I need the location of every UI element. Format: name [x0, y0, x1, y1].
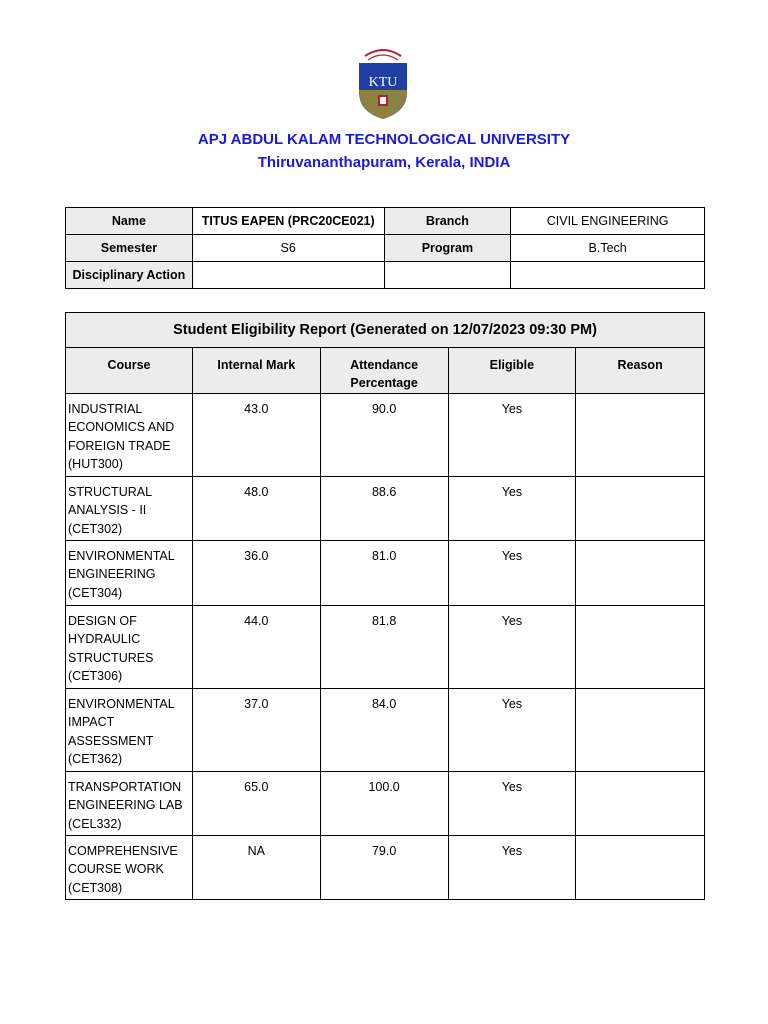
- logo-text: KTU: [368, 75, 398, 90]
- course-cell: INDUSTRIAL ECONOMICS AND FOREIGN TRADE (HUT300): [66, 394, 193, 477]
- eligible-cell: Yes: [448, 541, 576, 606]
- table-row: [66, 836, 705, 900]
- col-reason: Reason: [576, 348, 705, 394]
- program-value: B.Tech: [511, 235, 705, 262]
- table-row: [66, 394, 705, 477]
- branch-label: Branch: [384, 208, 511, 235]
- table-row: [66, 541, 705, 606]
- course-cell: ENVIRONMENTAL ENGINEERING (CET304): [66, 541, 193, 606]
- empty-cell: [511, 262, 705, 289]
- eligible-cell: Yes: [448, 689, 576, 772]
- reason-cell: [576, 541, 705, 606]
- attendance-cell: 84.0: [320, 689, 448, 772]
- empty-cell: [384, 262, 511, 289]
- col-attendance-label: Attendance Percentage: [350, 358, 419, 390]
- name-value: TITUS EAPEN (PRC20CE021): [192, 208, 384, 235]
- course-cell: DESIGN OF HYDRAULIC STRUCTURES (CET306): [66, 606, 193, 689]
- reason-cell: [576, 477, 705, 541]
- table-row: [66, 772, 705, 836]
- report-header-row: [66, 348, 705, 394]
- course-cell: TRANSPORTATION ENGINEERING LAB (CEL332): [66, 772, 193, 836]
- attendance-cell: 88.6: [320, 477, 448, 541]
- course-cell: ENVIRONMENTAL IMPACT ASSESSMENT (CET362): [66, 689, 193, 772]
- attendance-cell: 79.0: [320, 836, 448, 900]
- col-internal-mark: Internal Mark: [192, 348, 320, 394]
- attendance-cell: 90.0: [320, 394, 448, 477]
- disciplinary-value: [192, 262, 384, 289]
- reason-cell: [576, 394, 705, 477]
- table-row: [66, 477, 705, 541]
- semester-label: Semester: [66, 235, 193, 262]
- table-row: [66, 606, 705, 689]
- eligible-cell: Yes: [448, 606, 576, 689]
- ktu-crest-icon: [357, 46, 409, 120]
- table-row: [66, 689, 705, 772]
- internal-mark-cell: 36.0: [192, 541, 320, 606]
- course-cell: COMPREHENSIVE COURSE WORK (CET308): [66, 836, 193, 900]
- info-row-semester: [66, 235, 705, 262]
- disciplinary-label: Disciplinary Action: [66, 262, 193, 289]
- reason-cell: [576, 836, 705, 900]
- report-title-row: [66, 313, 705, 348]
- attendance-cell: 81.0: [320, 541, 448, 606]
- eligible-cell: Yes: [448, 394, 576, 477]
- attendance-cell: 81.8: [320, 606, 448, 689]
- branch-value: CIVIL ENGINEERING: [511, 208, 705, 235]
- program-label: Program: [384, 235, 511, 262]
- university-logo: [357, 46, 409, 120]
- reason-cell: [576, 606, 705, 689]
- eligible-cell: Yes: [448, 477, 576, 541]
- internal-mark-cell: 44.0: [192, 606, 320, 689]
- student-info-table: [65, 207, 705, 289]
- eligible-cell: Yes: [448, 836, 576, 900]
- reason-cell: [576, 689, 705, 772]
- info-row-name: [66, 208, 705, 235]
- university-name: APJ ABDUL KALAM TECHNOLOGICAL UNIVERSITY: [197, 131, 571, 148]
- eligibility-report-table: [65, 312, 705, 900]
- col-course: Course: [66, 348, 193, 394]
- internal-mark-cell: 43.0: [192, 394, 320, 477]
- col-eligible: Eligible: [448, 348, 576, 394]
- course-cell: STRUCTURAL ANALYSIS - II (CET302): [66, 477, 193, 541]
- internal-mark-cell: 48.0: [192, 477, 320, 541]
- info-row-disciplinary: [66, 262, 705, 289]
- university-location: Thiruvananthapuram, Kerala, INDIA: [257, 154, 511, 171]
- internal-mark-cell: 65.0: [192, 772, 320, 836]
- col-attendance: [320, 348, 448, 394]
- report-title: Student Eligibility Report (Generated on 12/07/2023 09:30 PM): [66, 313, 705, 348]
- reason-cell: [576, 772, 705, 836]
- name-label: Name: [66, 208, 193, 235]
- attendance-cell: 100.0: [320, 772, 448, 836]
- internal-mark-cell: 37.0: [192, 689, 320, 772]
- eligible-cell: Yes: [448, 772, 576, 836]
- semester-value: S6: [192, 235, 384, 262]
- internal-mark-cell: NA: [192, 836, 320, 900]
